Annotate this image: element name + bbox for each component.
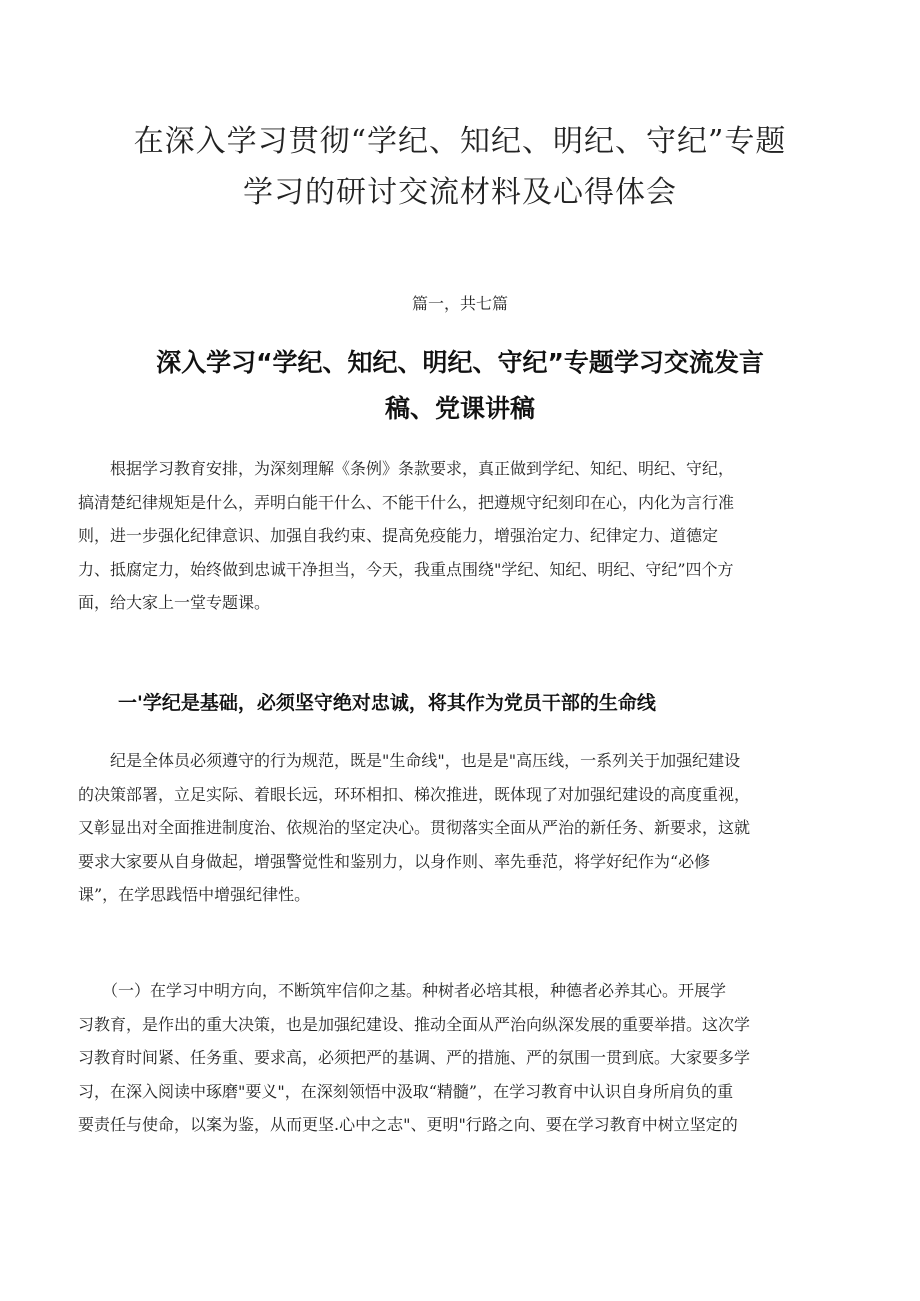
body-paragraph-3: [78, 974, 852, 1142]
body-paragraph-2: [78, 744, 852, 912]
paragraph-line: 要求大家要从自身做起，增强警觉性和鉴别力，以身作则、率先垂范，将学好纪作为“必修: [78, 851, 711, 871]
intro-paragraph: [78, 452, 852, 620]
paragraph-line: 的决策部署，立足实际、着眼长远，环环相扣、梯次推进，既体现了对加强纪建设的高度重视，: [78, 784, 751, 804]
chapter-label: 篇一，共七篇: [411, 294, 508, 313]
paragraph-line: 习，在深入阅读中琢磨"要义"，在深刻领悟中汲取“精髓”，在学习教育中认识自身所肩负的重: [78, 1081, 734, 1101]
document-title-line-2: 学习的研讨交流材料及心得体会: [243, 175, 677, 210]
document-title: [60, 116, 860, 218]
paragraph-line: 课”，在学思践悟中增强纪律性。: [78, 885, 311, 904]
paragraph-line: 又彰显出对全面推进制度治、依规治的坚定决心。贯彻落实全面从严治的新任务、新要求，这就: [78, 818, 751, 837]
paragraph-line: 搞清楚纪律规矩是什么，弄明白能干什么、不能干什么，把遵规守纪刻印在心，内化为言行准: [78, 492, 735, 512]
document-title-line-1: 在深入学习贯彻“学纪、知纪、明纪、守纪”专题: [133, 124, 787, 159]
paragraph-line: （一）在学习中明方向，不断筑牢信仰之基。种树者必培其根，种德者必养其心。开展学: [78, 981, 727, 1000]
section-title-line-2: 稿、党课讲稿: [384, 394, 535, 423]
paragraph-line: 习教育时间紧、任务重、要求高，必须把严的基调、严的措施、严的氛围一贯到底。大家要多学: [78, 1048, 751, 1067]
paragraph-line: 要责任与使命，以案为鉴，从而更坚.心中之志"、更明"行路之向、要在学习教育中树立坚定的: [78, 1115, 738, 1134]
paragraph-line: 力、抵腐定力，始终做到忠诚干净担当，今天，我重点围绕"学纪、知纪、明纪、守纪”四个方: [78, 559, 734, 579]
paragraph-line: 根据学习教育安排，为深刻理解《条例》条款要求，真正做到学纪、知纪、明纪、守纪，: [78, 459, 735, 478]
paragraph-line: 则，进一步强化纪律意识、加强自我约束、提高免疫能力，增强治定力、纪律定力、道德定: [78, 526, 719, 545]
paragraph-line: 纪是全体员必须遵守的行为规范，既是"生命线"，也是是"高压线，一系列关于加强纪建设: [78, 751, 741, 770]
section-heading-1: 一'学纪是基础，必须坚守绝对忠诚，将其作为党员干部的生命线: [118, 692, 656, 714]
section-title: [80, 340, 840, 432]
section-title-line-1: 深入学习“学纪、知纪、明纪、守纪”专题学习交流发言: [156, 348, 764, 377]
paragraph-line: 习教育，是作出的重大决策，也是加强纪建设、推动全面从严治向纵深发展的重要举措。这次学: [78, 1014, 751, 1034]
paragraph-line: 面，给大家上一堂专题课。: [78, 593, 271, 612]
